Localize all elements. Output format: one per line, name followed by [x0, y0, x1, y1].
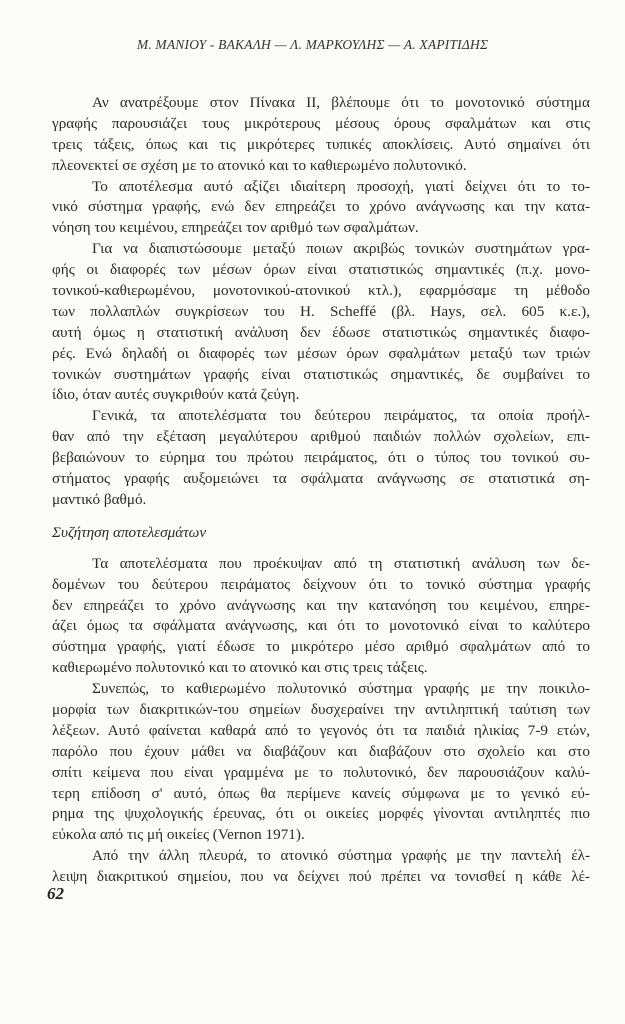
text-line: Γενικά, τα αποτελέσματα του δεύτερου πειράματος, τα οποία προήλ- [92, 407, 590, 425]
text-line: στήματος γραφής αυξομειώνει τα σφάλματα ανάγνωσης σε στατιστικά ση- [52, 470, 590, 488]
text-line: δομένων του δεύτερου πειράματος δείχνουν ότι το τονικό σύστημα γραφής [52, 575, 590, 593]
text-line: ρημα της ψυχολογικής έρευνας, ότι οι οικείες μορφές γίνονται αντιληπτές πιο [52, 805, 590, 823]
text-line: πλεονεκτεί σε σχέση με το ατονικό και το καθιερωμένο πολυτονικό. [52, 156, 467, 174]
text-line: εύκολα από τις μή οικείες (Vernon 1971). [52, 826, 305, 844]
text-line: Για να διαπιστώσουμε μεταξύ ποιων ακριβώς τονικών συστημάτων γρα- [92, 240, 590, 258]
running-header: Μ. ΜΑΝΙΟΥ - ΒΑΚΑΛΗ — Λ. ΜΑΡΚΟΥΛΗΣ — Α. ΧΑΡΙΤΙΔΗΣ [136, 37, 489, 52]
text-line: νόηση του κειμένου, επηρεάζει τον αριθμό των σφαλμάτων. [52, 219, 419, 237]
text-line: τρεις τάξεις, όπως και τις μικρότερες τυπικές αποκλίσεις. Αυτό σημαίνει ότι [52, 135, 590, 153]
text-line: Συνεπώς, το καθιερωμένο πολυτονικό σύστημα γραφής με την ποικιλο- [92, 680, 590, 698]
text-line: των πολλαπλών συγκρίσεων του H. Scheffé (βλ. Hays, σελ. 605 κ.ε.), [52, 302, 590, 320]
paragraph [52, 177, 590, 240]
paragraph [52, 679, 590, 846]
text-line: άζει όμως τα σφάλματα ανάγνωσης, και ότι το μονοτονικό είναι το καλύτερο [52, 617, 590, 635]
page-number: 62 [47, 884, 64, 903]
text-line: Από την άλλη πλευρά, το ατονικό σύστημα γραφής με την παντελή έλ- [92, 847, 590, 865]
text-line: δεν επηρεάζει το χρόνο ανάγνωσης και την κατανόηση του κειμένου, επηρε- [52, 596, 590, 614]
text-line: αυτή όμως η στατιστική ανάλυση δεν έδωσε στατιστικώς σημαντικές διαφο- [52, 323, 590, 341]
text-line: βεβαιώνουν το εύρημα του πρώτου πειράματος, ότι ο τύπος του τονικού συ- [52, 449, 590, 467]
text-line: καθιερωμένο πολυτονικό και το ατονικό και στις τρεις τάξεις. [52, 659, 428, 677]
paragraph [52, 846, 590, 888]
paragraph [52, 406, 590, 510]
text-line: λέξεων. Αυτό φαίνεται καθαρά από το γεγονός ότι τα παιδιά ηλικίας 7-9 ετών, [52, 721, 590, 739]
text-line: σύστημα γραφής, γιατί έδωσε το μικρότερο μέσο αριθμό σφαλμάτων από το [52, 638, 590, 656]
discussion-paragraphs [52, 554, 590, 888]
text-line: μορφία των διακριτικών-του σημείων δυσχεραίνει την αντιληπτική ταύτιση των [52, 700, 590, 718]
page-body [52, 93, 590, 888]
text-line: σπίτι κείμενα που είναι γραμμένα με το πολυτονικό, δεν παρουσιάζουν καλύ- [52, 763, 590, 781]
text-line: λειψη διακριτικού σημείου, που να δείχνει πού πρέπει να τονισθεί η κάθε λέ- [52, 868, 590, 886]
text-line: Το αποτέλεσμα αυτό αξίζει ιδιαίτερη προσοχή, γιατί δείχνει ότι το το- [92, 177, 590, 195]
text-line: νικό σύστημα γραφής, ενώ δεν επηρεάζει το χρόνο ανάγνωσης και την κατα- [52, 198, 590, 216]
text-line: ίδιο, όταν αυτές συγκριθούν κατά ζεύγη. [52, 386, 300, 404]
paragraph [52, 239, 590, 406]
text-line: θαν από την εξέταση μεγαλύτερου αριθμού παιδιών πολλών σχολείων, επι- [52, 428, 590, 446]
text-line: ρές. Ενώ δηλαδή οι διαφορές των μέσων όρων σφαλμάτων μεταξύ των τριών [52, 344, 590, 362]
paragraph [52, 93, 590, 177]
text-line: παρόλο που έχουν μάθει να διαβάζουν και διαβάζουν στο σχολείο και στο [52, 742, 590, 760]
text-line: Αν ανατρέξουμε στον Πίνακα II, βλέπουμε ότι το μονοτονικό σύστημα [92, 94, 590, 111]
results-paragraphs [52, 93, 590, 511]
text-line: γραφής παρουσιάζει τους μικρότερους μέσους όρους σφαλμάτων και στις [52, 114, 590, 132]
text-line: Τα αποτελέσματα που προέκυψαν από τη στατιστική ανάλυση των δε- [92, 554, 590, 572]
text-line: τονικού-καθιερωμένου, μονοτονικού-ατονικού κτλ.), εφαρμόσαμε τη μέθοδο [52, 282, 590, 300]
text-line: τονικών συστημάτων γραφής είναι στατιστικώς σημαντικές, δε συμβαίνει το [52, 365, 590, 383]
paragraph [52, 554, 590, 679]
text-line: τερη επίδοση σ' αυτό, όπως θα περίμενε κανείς σύμφωνα με το γενικό εύ- [52, 784, 590, 802]
text-line: φής οι διαφορές των μέσων όρων είναι στατιστικώς σημαντικές (π.χ. μονο- [52, 261, 590, 279]
section-heading: Συζήτηση αποτελεσμάτων [52, 523, 207, 541]
text-line: μαντικό βαθμό. [52, 490, 147, 508]
